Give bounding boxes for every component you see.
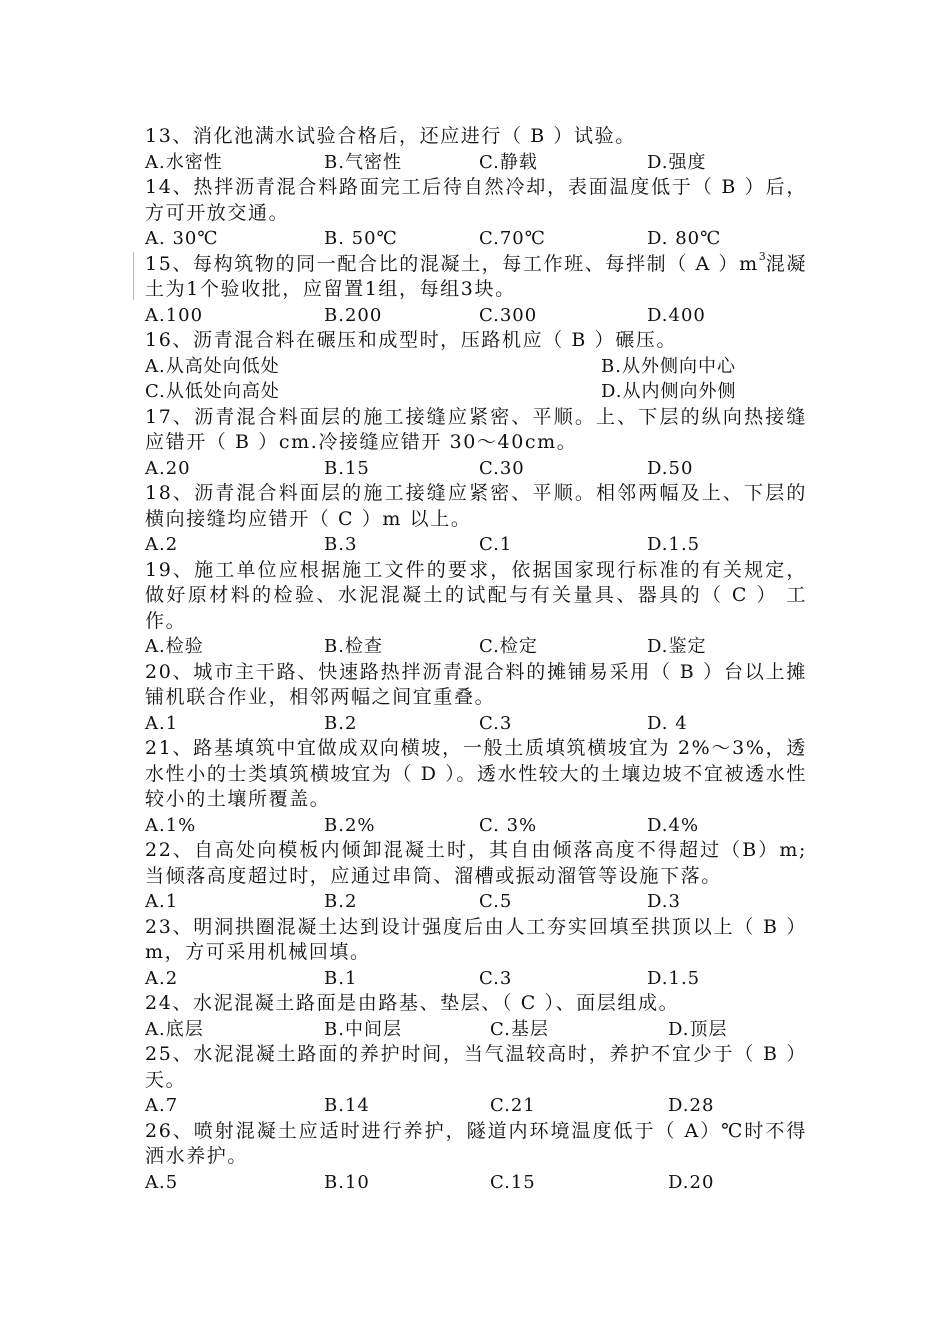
option-b: B.2% <box>324 814 376 836</box>
option-a: A.从高处向低处 <box>145 355 280 377</box>
option-d: D.20 <box>668 1171 715 1193</box>
option-a: A.底层 <box>145 1018 204 1040</box>
option-a: A.2 <box>145 967 179 989</box>
options-21 <box>145 813 807 839</box>
option-c: C.15 <box>490 1171 536 1193</box>
options-24 <box>145 1017 807 1043</box>
option-a: A.1 <box>145 712 179 734</box>
options-26 <box>145 1170 807 1196</box>
option-c: C.静载 <box>479 151 538 173</box>
options-22 <box>145 889 807 915</box>
options-15 <box>145 303 807 329</box>
question-13: 13、消化池满水试验合格后，还应进行（ B ）试验。 <box>145 125 636 147</box>
option-c: C.从低处向高处 <box>145 381 280 402</box>
option-d: D.3 <box>647 891 681 912</box>
question-18: 18、沥青混合料面层的施工接缝应紧密、平顺。相邻两幅及上、下层的横向接缝均应错开（ C ）m 以上。 <box>145 482 807 530</box>
option-d: D.1.5 <box>647 967 701 989</box>
question-17: 17、沥青混合料面层的施工接缝应紧密、平顺。上、下层的纵向热接缝应错开（ B ）cm.冷接缝应错开 30～40cm。 <box>145 405 807 453</box>
option-a: A.检验 <box>145 636 204 657</box>
option-d: D.鉴定 <box>647 636 707 657</box>
question-list <box>145 124 807 1195</box>
option-d: D.400 <box>647 304 706 326</box>
options-17 <box>145 456 807 482</box>
option-a: A.100 <box>145 304 204 326</box>
option-c: C. 3% <box>479 814 538 836</box>
option-a: A. 30℃ <box>145 228 219 249</box>
question-20: 20、城市主干路、快速路热拌沥青混合料的摊铺易采用（ B ）台以上摊铺机联合作业，相邻两幅之间宜重叠。 <box>145 660 807 708</box>
option-b: B.2 <box>324 891 358 912</box>
options-16-row2 <box>145 379 807 405</box>
question-19: 19、施工单位应根据施工文件的要求，依据国家现行标准的有关规定，做好原材料的检验、水泥混凝土的试配与有关量具、器具的（ C ） 工作。 <box>145 558 807 632</box>
option-d: D. 80℃ <box>647 228 722 249</box>
option-c: C.21 <box>490 1095 536 1116</box>
option-b: B.3 <box>324 534 358 555</box>
option-a: A.5 <box>145 1171 179 1193</box>
options-14 <box>145 226 807 252</box>
option-a: A.7 <box>145 1095 179 1116</box>
option-d: D.从内侧向外侧 <box>601 381 737 402</box>
option-b: B.10 <box>324 1171 370 1193</box>
options-16-row1 <box>145 354 807 380</box>
option-b: B.气密性 <box>324 151 402 173</box>
option-c: C.30 <box>479 457 525 479</box>
option-b: B.2 <box>324 712 358 734</box>
question-14: 14、热拌沥青混合料路面完工后待自然冷却，表面温度低于（ B ）后，方可开放交通。 <box>145 176 807 224</box>
option-b: B.15 <box>324 457 370 479</box>
option-a: A.1% <box>145 814 197 836</box>
option-d: D.50 <box>647 457 694 479</box>
option-b: B.检查 <box>324 636 383 657</box>
option-a: A.1 <box>145 891 179 912</box>
option-d: D. 4 <box>647 712 688 734</box>
question-26: 26、喷射混凝土应适时进行养护，隧道内环境温度低于（ A）℃时不得洒水养护。 <box>145 1119 807 1167</box>
question-21: 21、路基填筑中宜做成双向横坡，一般土质填筑横坡宜为 2%～3%，透水性小的士类填筑横坡宜为（ D ）。透水性较大的土壤边坡不宜被透水性较小的土壤所覆盖。 <box>145 737 807 810</box>
option-d: D.强度 <box>647 151 707 173</box>
option-b: B.14 <box>324 1095 370 1116</box>
option-c: C.5 <box>479 891 513 912</box>
option-c: C.70℃ <box>479 228 546 249</box>
option-c: C.基层 <box>490 1018 549 1040</box>
option-b: B.1 <box>324 967 358 989</box>
question-15-text: 15、每构筑物的同一配合比的混凝土，每工作班、每拌制（ A ）m <box>145 252 759 275</box>
option-d: D.4% <box>647 814 700 836</box>
option-c: C.检定 <box>479 636 538 657</box>
question-15 <box>145 252 807 303</box>
option-d: D.顶层 <box>668 1018 728 1040</box>
option-d: D.1.5 <box>647 534 701 555</box>
option-a: A.水密性 <box>145 151 223 173</box>
option-c: C.3 <box>479 967 513 989</box>
option-a: A.2 <box>145 534 179 555</box>
option-b: B.200 <box>324 304 383 326</box>
option-b: B. 50℃ <box>324 228 398 249</box>
option-b: B.中间层 <box>324 1018 402 1040</box>
option-a: A.20 <box>145 457 191 479</box>
option-c: C.1 <box>479 534 513 555</box>
options-23 <box>145 966 807 992</box>
question-15-text-cont: 混凝土为1个验收批，应留置1组，每组3块。 <box>145 252 808 300</box>
option-d: D.28 <box>668 1095 715 1116</box>
options-18 <box>145 532 807 558</box>
question-16: 16、沥青混合料在碾压和成型时，压路机应（ B ）碾压。 <box>145 329 678 351</box>
option-c: C.3 <box>479 712 513 734</box>
question-24: 24、水泥混凝土路面是由路基、垫层、（ C ）、面层组成。 <box>145 992 680 1014</box>
cubic-superscript: 3 <box>758 250 766 264</box>
option-b: B.从外侧向中心 <box>601 355 736 377</box>
options-19 <box>145 634 807 660</box>
question-23: 23、明洞拱圈混凝土达到设计强度后由人工夯实回填至拱顶以上（ B ）m，方可采用机械回填。 <box>145 915 807 963</box>
options-25 <box>145 1093 807 1119</box>
options-13 <box>145 150 807 176</box>
margin-change-bar <box>133 252 134 300</box>
option-c: C.300 <box>479 304 538 326</box>
question-25: 25、水泥混凝土路面的养护时间，当气温较高时，养护不宜少于（ B ）天。 <box>145 1043 807 1091</box>
options-20 <box>145 711 807 737</box>
question-22: 22、自高处向模板内倾卸混凝土时，其自由倾落高度不得超过（B）m; 当倾落高度超过时，应通过串筒、溜槽或振动溜管等设施下落。 <box>145 839 807 887</box>
